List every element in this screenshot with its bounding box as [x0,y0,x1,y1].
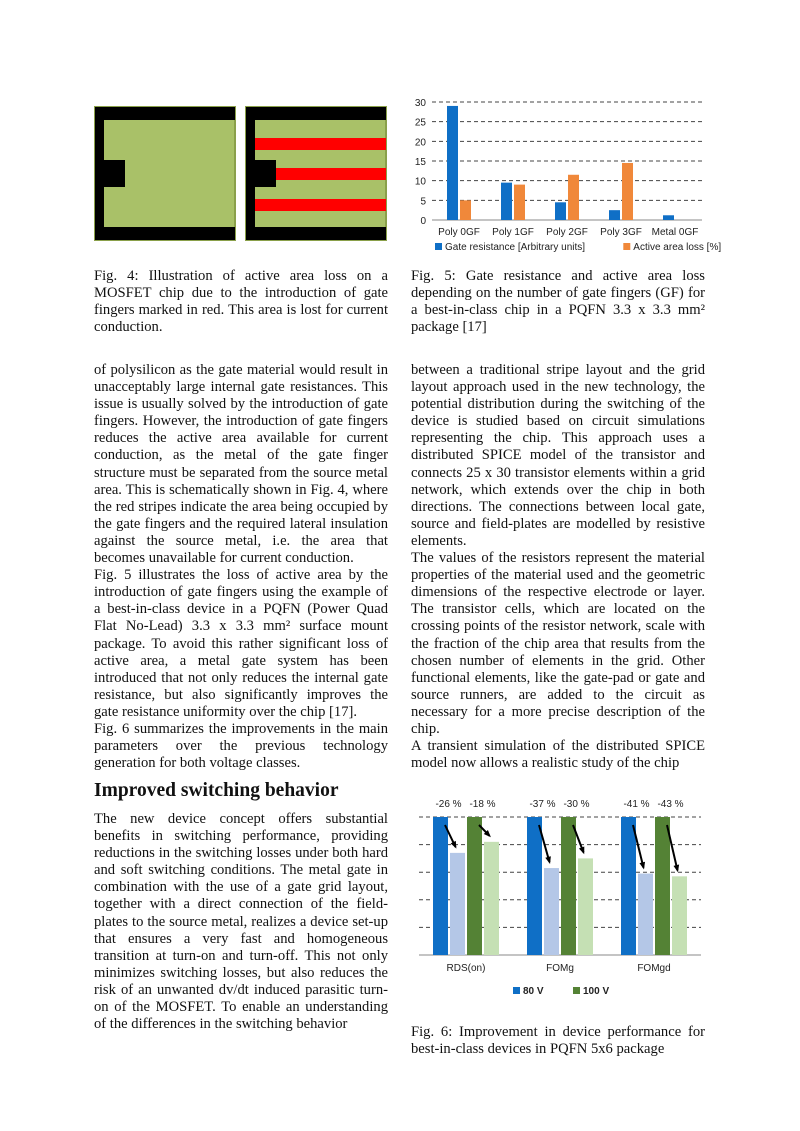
right-paragraph-2: The values of the resistors represent the material properties of the material used and the geometric dimensions of the respective electrode or layer. The transistor cells, which are located on the crossing points of the resistor network, scale with the fraction of the chip area that results from the chosen number of elements in the grid. Other functional elements, like the gate-pad or gate and source runners, are added to the circuit as necessary for a more precise description of the chip. [411,550,705,737]
bar [621,817,636,955]
bar [622,163,633,220]
x-tick-label: Poly 0GF [438,227,480,238]
reduction-label: -18 % [469,799,496,810]
bar [561,817,576,955]
x-tick-label: RDS(on) [446,963,486,974]
bar [555,202,566,220]
bar [663,215,674,220]
arrow-head [545,856,551,864]
reduction-label: -26 % [435,799,462,810]
arrow-head [674,865,680,873]
bar [501,183,512,220]
y-tick-label: 5 [420,196,426,208]
left-column [94,362,388,772]
bar [568,175,579,220]
bar [460,200,471,220]
bar [544,868,559,955]
y-tick-label: 10 [414,176,426,188]
bar [655,817,670,955]
x-tick-label: Metal 0GF [651,227,699,238]
left-paragraph-4: The new device concept offers substantial benefits in switching performance, providing reductions in the switching losses under both hard and soft switching conditions. The metal gate in combination with the use of a gate grid layout, together with a direct connection of the field-plates to the source metal, realizes a device set-up that ensures a very fast and homogeneous transition at turn-on and turn-off. This not only minimizes switching losses, but also reduces the risk of an unwanted dv/dt induced parasitic turn-on of the MOSFET. To enable an understanding of the differences in the switching behavior [94,811,388,1033]
section-heading: Improved switching behavior [94,780,339,801]
arrow-head [639,862,645,870]
right-column [411,362,705,772]
legend-label: Active area loss [%] [633,242,722,253]
right-paragraph-1: between a traditional stripe layout and the grid layout approach used in the new technology, the potential distribution during the switching of the device is studied based on circuit simulations representing the chip. This approach uses a distributed SPICE model of the transistor and connects 25 x 30 transistor elements within a grid network, which extends over the chip in both directions. The connections between local gate, source and field-plates are modelled by resistive elements. [411,362,705,549]
x-tick-label: FOMg [546,963,574,974]
bar [484,842,499,955]
fig5-chart [405,92,722,264]
right-paragraph-3: A transient simulation of the distributed SPICE model now allows a realistic study of the chip [411,738,705,772]
fig6-caption: Fig. 6: Improvement in device performance for best-in-class devices in PQFN 5x6 package [411,1024,705,1058]
reduction-label: -43 % [657,799,684,810]
legend-swatch [513,987,520,994]
bar [527,817,542,955]
gate-finger [255,199,386,211]
legend-label: Gate resistance [Arbitrary units] [445,242,586,253]
arrow-head [451,841,457,849]
y-tick-label: 30 [414,98,426,109]
reduction-label: -30 % [563,799,590,810]
fig4-caption: Fig. 4: Illustration of active area loss on a MOSFET chip due to the introduction of gate fingers marked in red. This area is lost for current conduction. [94,268,388,336]
left-paragraph-1: of polysilicon as the gate material would result in unacceptably large internal gate resistances. This issue is usually solved by the introduction of gate fingers. However, the introduction of gate fingers reduces the active area available for current conduction, as the metal of the gate finger structure must be separated from the source metal area. This is schematically shown in Fig. 4, where the red stripes indicate the area being occupied by the gate fingers and the required lateral insulation against the source metal, i.e. the area that becomes unavailable for current conduction. [94,362,388,567]
bar [672,876,687,955]
y-tick-label: 15 [414,157,426,168]
reduction-label: -41 % [623,799,650,810]
x-tick-label: FOMgd [637,963,671,974]
left-column-continued [94,811,388,1033]
legend-label: 100 V [583,986,610,997]
y-tick-label: 25 [414,117,426,129]
bar [514,185,525,220]
bar [638,874,653,955]
left-paragraph-3: Fig. 6 summarizes the improvements in the main parameters over the previous technology generation for both voltage classes. [94,720,388,772]
left-paragraph-2: Fig. 5 illustrates the loss of active area by the introduction of gate fingers using the example of a best-in-class device in a PQFN (Power Quad Flat No-Lead) 3.3 x 3.3 mm² surface mount package. To avoid this rather significant loss of active area, a metal gate system has been introduced that not only reduces the internal gate resistance, but also significantly improves the gate resistance uniformity over the chip [17]. [94,567,388,720]
bar [609,210,620,220]
legend-swatch [623,243,630,250]
chip-without-gate-fingers [95,107,235,240]
chip-with-gate-fingers [246,107,386,240]
bar [578,858,593,955]
legend-swatch [573,987,580,994]
bar [450,853,465,955]
x-tick-label: Poly 3GF [600,227,642,238]
x-tick-label: Poly 2GF [546,227,588,238]
bar [433,817,448,955]
bar [467,817,482,955]
legend-swatch [435,243,442,250]
fig5-caption: Fig. 5: Gate resistance and active area loss depending on the number of gate fingers (GF) for a best-in-class chip in a PQFN 3.3 x 3.3 mm² package [17] [411,268,705,336]
fig4-illustration [94,106,394,242]
fig6-chart [405,792,705,1020]
x-tick-label: Poly 1GF [492,227,534,238]
bar [447,106,458,220]
y-tick-label: 0 [420,216,426,227]
reduction-label: -37 % [529,799,556,810]
gate-finger [255,138,386,150]
legend-label: 80 V [523,986,544,997]
arrow-head [579,846,584,854]
y-tick-label: 20 [414,137,426,149]
